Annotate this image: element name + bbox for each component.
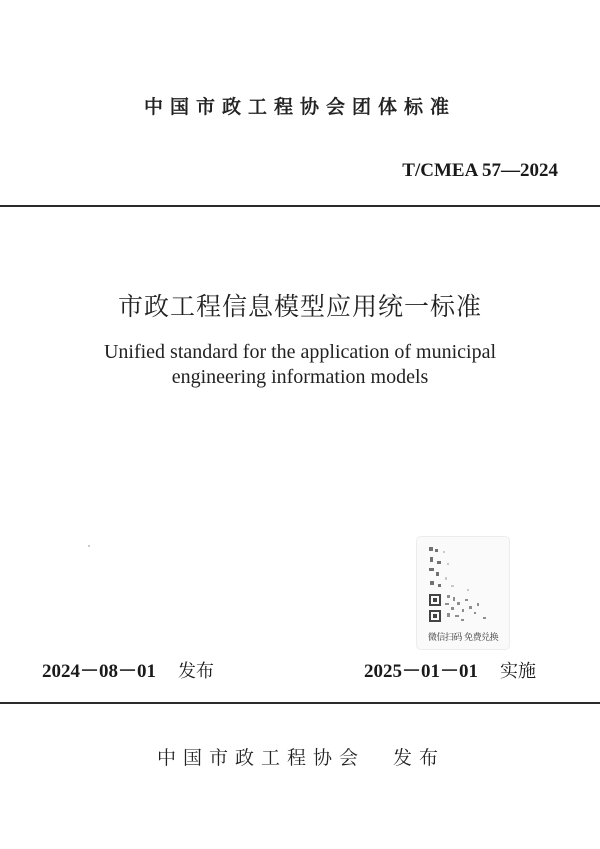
title-chinese: 市政工程信息模型应用统一标准: [117, 292, 482, 321]
publisher-action: 发布: [393, 747, 446, 769]
issue-date: 2024－08－01: [42, 661, 157, 682]
title-english-line2: engineering information models: [171, 366, 429, 388]
issue-label: 发布: [178, 661, 215, 682]
qr-caption: 微信扫码 免费兑换: [427, 633, 499, 643]
title-english-line1: Unified standard for the application of municipal: [103, 341, 497, 363]
qr-sticker[interactable]: [417, 537, 509, 649]
top-rule: [0, 205, 600, 207]
effective-date-row: [364, 656, 536, 683]
publisher-name: 中国市政工程协会: [157, 747, 366, 769]
publisher-line: [157, 743, 445, 770]
bottom-rule: [0, 702, 600, 704]
title-english: [0, 340, 600, 390]
effective-label: 实施: [500, 661, 537, 682]
effective-date: 2025－01－01: [364, 661, 479, 682]
org-standard-header: 中国市政工程协会团体标准: [143, 96, 456, 118]
speck: [88, 545, 90, 547]
standard-number: T/CMEA 57—2024: [402, 160, 558, 181]
issue-date-row: [42, 656, 214, 683]
